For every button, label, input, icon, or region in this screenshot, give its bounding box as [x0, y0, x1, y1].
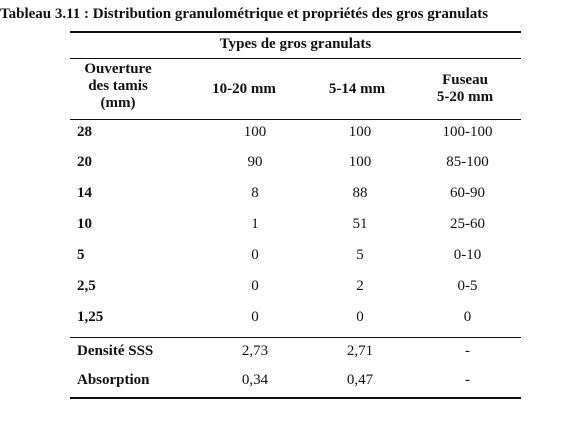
table-row: [70, 211, 521, 237]
row-label: Densité SSS: [77, 343, 154, 359]
table-caption: Tableau 3.11 : Distribution granulométrique et propriétés des gros granulats: [0, 6, 489, 22]
cell-5-14: 5: [356, 247, 364, 263]
group-header: Types de gros granulats: [219, 36, 372, 52]
cell-5-14: 2,71: [346, 343, 374, 359]
table-row: [70, 180, 521, 206]
cell-5-14: 100: [348, 154, 372, 170]
column-header-sieve: [70, 61, 166, 112]
cell-10-20: 8: [251, 185, 259, 201]
column-header-line: (mm): [100, 95, 136, 111]
column-header-10-20: 10-20 mm: [212, 81, 276, 97]
cell-5-14: 51: [352, 216, 368, 232]
cell-fuseau: 0: [463, 309, 472, 325]
column-header-line: 5-20 mm: [436, 89, 494, 105]
cell-fuseau: 0-10: [453, 247, 482, 263]
cell-10-20: 100: [243, 124, 267, 140]
cell-fuseau: -: [465, 372, 470, 388]
cell-fuseau: 25-60: [450, 216, 485, 232]
cell-fuseau: 0-5: [457, 278, 478, 294]
cell-10-20: 0,34: [241, 372, 269, 388]
cell-5-14: 100: [348, 124, 372, 140]
cell-10-20: 90: [247, 154, 263, 170]
row-label: 28: [77, 124, 92, 140]
row-label: 1,25: [77, 309, 104, 325]
cell-10-20: 0: [251, 278, 259, 294]
cell-5-14: 88: [352, 185, 368, 201]
table-row: [70, 367, 521, 393]
table-row: [70, 119, 521, 145]
cell-10-20: 0: [251, 247, 259, 263]
cell-5-14: 0: [356, 309, 364, 325]
table-row: [70, 273, 521, 299]
row-label: 14: [77, 185, 92, 201]
cell-5-14: 0,47: [346, 372, 374, 388]
column-header-5-14: 5-14 mm: [328, 81, 386, 97]
table-row: [70, 338, 521, 364]
row-label: 10: [77, 216, 92, 232]
cell-5-14: 2: [356, 278, 364, 294]
row-label: 2,5: [77, 278, 96, 294]
row-label: 5: [77, 247, 85, 263]
row-label: Absorption: [77, 372, 150, 388]
table-row: [70, 149, 521, 175]
column-header-line: Fuseau: [442, 72, 488, 88]
table-top-rule: [70, 31, 521, 33]
cell-fuseau: -: [465, 343, 470, 359]
column-header-fuseau: [412, 72, 518, 106]
table-bottom-rule: [70, 397, 521, 399]
column-header-line: des tamis: [88, 78, 148, 94]
cell-fuseau: 85-100: [446, 154, 489, 170]
cell-fuseau: 60-90: [450, 185, 485, 201]
cell-10-20: 0: [251, 309, 259, 325]
cell-10-20: 1: [251, 216, 259, 232]
row-label: 20: [77, 154, 92, 170]
cell-10-20: 2,73: [241, 343, 269, 359]
group-header-rule: [70, 58, 521, 59]
table-row: [70, 304, 521, 330]
column-header-line: Ouverture: [84, 61, 152, 77]
cell-fuseau: 100-100: [442, 124, 493, 140]
table-row: [70, 242, 521, 268]
